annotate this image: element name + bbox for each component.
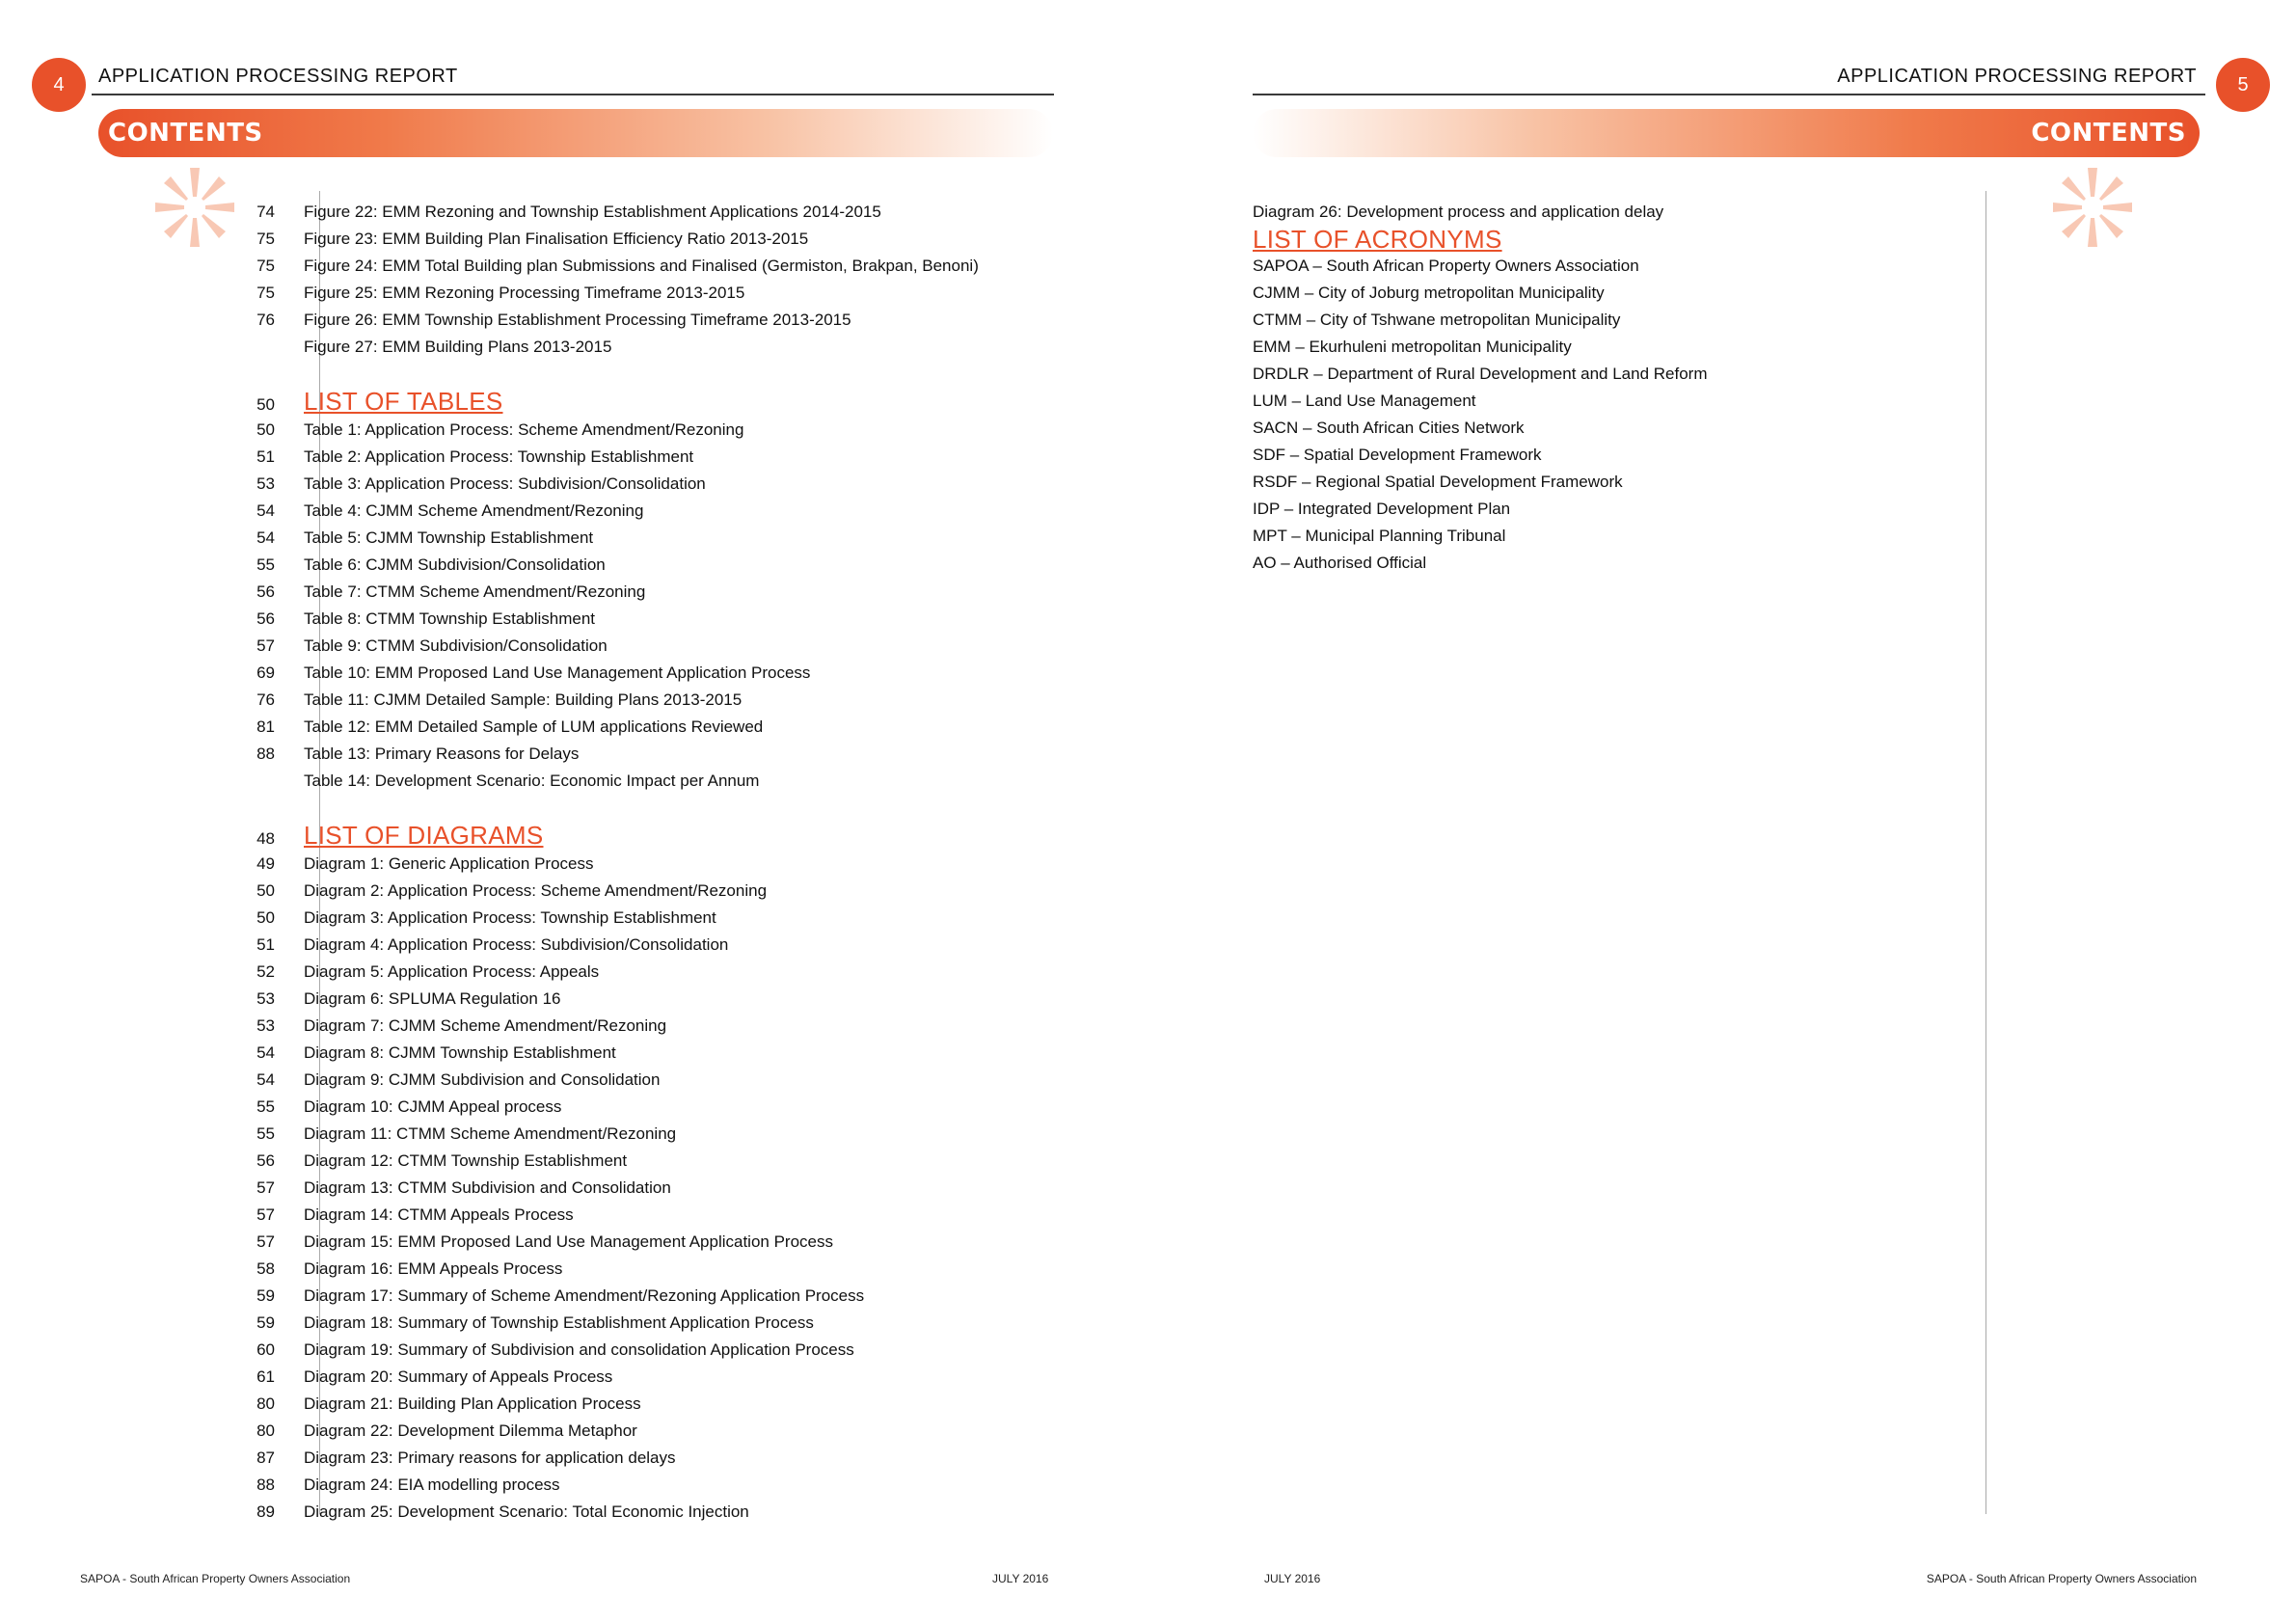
toc-entry[interactable]: [207, 1121, 1075, 1148]
header-rule: [1253, 94, 2205, 95]
entry-title[interactable]: Diagram 9: CJMM Subdivision and Consolidation: [304, 1070, 661, 1089]
toc-entry[interactable]: [207, 714, 1075, 741]
entry-title[interactable]: Diagram 24: EIA modelling process: [304, 1475, 560, 1494]
toc-entry[interactable]: [207, 878, 1075, 905]
spacer: [207, 795, 1075, 820]
page-ref: 80: [257, 1394, 275, 1413]
entry-title[interactable]: Table 4: CJMM Scheme Amendment/Rezoning: [304, 501, 644, 520]
section-heading[interactable]: LIST OF DIAGRAMS: [304, 821, 544, 850]
toc-entry[interactable]: [207, 1256, 1075, 1283]
toc-entry[interactable]: [207, 226, 1075, 253]
entry-title[interactable]: Figure 27: EMM Building Plans 2013-2015: [304, 338, 612, 356]
entry-title[interactable]: Diagram 12: CTMM Township Establishment: [304, 1151, 628, 1170]
page-ref: 61: [257, 1367, 275, 1386]
entry-title[interactable]: Table 11: CJMM Detailed Sample: Building Plans 2013-2015: [304, 690, 743, 709]
entry-title[interactable]: Table 2: Application Process: Township Establishment: [304, 447, 694, 466]
tables-heading[interactable]: [207, 386, 1075, 417]
report-title: APPLICATION PROCESSING REPORT: [1837, 66, 2197, 87]
entry-title[interactable]: Table 9: CTMM Subdivision/Consolidation: [304, 636, 608, 655]
page-ref: 50: [257, 908, 275, 927]
page-ref: 57: [257, 1178, 275, 1197]
page-ref: 53: [257, 474, 275, 493]
header-rule: [92, 94, 1054, 95]
page-ref: 56: [257, 582, 275, 601]
right-page: [1148, 0, 2296, 1624]
page-ref: 88: [257, 1475, 275, 1494]
entry-title[interactable]: Diagram 8: CJMM Township Establishment: [304, 1043, 616, 1062]
contents-label: CONTENTS: [108, 119, 263, 148]
entry-title[interactable]: Diagram 17: Summary of Scheme Amendment/Rezoning Application Process: [304, 1286, 865, 1305]
toc-entry[interactable]: [207, 1094, 1075, 1121]
page-ref: 57: [257, 1232, 275, 1251]
page-ref: 56: [257, 609, 275, 628]
acronyms-list: [1253, 199, 1708, 577]
page-ref: 57: [257, 636, 275, 655]
toc-entry[interactable]: [207, 498, 1075, 525]
page-ref: 50: [257, 420, 275, 439]
page-ref: 52: [257, 962, 275, 981]
entry-title[interactable]: Table 1: Application Process: Scheme Amendment/Rezoning: [304, 420, 744, 439]
page-ref: 75: [257, 284, 275, 302]
entry-title[interactable]: Figure 24: EMM Total Building plan Submissions and Finalised (Germiston, Brakpan, Benoni): [304, 257, 979, 275]
entry-title[interactable]: Diagram 15: EMM Proposed Land Use Management Application Process: [304, 1232, 834, 1251]
entry-title[interactable]: Table 7: CTMM Scheme Amendment/Rezoning: [304, 582, 646, 601]
page-ref: 55: [257, 1097, 275, 1116]
toc-entry[interactable]: [207, 552, 1075, 579]
toc-entry[interactable]: [207, 1067, 1075, 1094]
toc-entry[interactable]: [207, 1337, 1075, 1364]
contents-banner: [1253, 109, 2200, 157]
entry-title[interactable]: Table 5: CJMM Township Establishment: [304, 528, 594, 547]
acronym-item: SDF – Spatial Development Framework: [1253, 446, 1542, 464]
toc-entry[interactable]: [207, 741, 1075, 768]
page-ref: 55: [257, 555, 275, 574]
page-ref: 74: [257, 203, 275, 221]
entry-title[interactable]: Diagram 4: Application Process: Subdivision/Consolidation: [304, 935, 729, 954]
toc-entry[interactable]: [207, 986, 1075, 1013]
page-ref: 54: [257, 1070, 275, 1089]
spacer: [207, 361, 1075, 386]
entry-title[interactable]: Diagram 11: CTMM Scheme Amendment/Rezoning: [304, 1124, 677, 1143]
page-number-badge: 4: [32, 58, 86, 112]
entry-title[interactable]: Table 6: CJMM Subdivision/Consolidation: [304, 555, 606, 574]
page-ref: 50: [257, 395, 275, 414]
entry-title[interactable]: Diagram 6: SPLUMA Regulation 16: [304, 989, 561, 1008]
acronym-item: LUM – Land Use Management: [1253, 392, 1476, 410]
toc-entry[interactable]: [207, 1418, 1075, 1445]
toc-entry[interactable]: [207, 1040, 1075, 1067]
toc-entry[interactable]: [207, 1364, 1075, 1391]
toc-entry[interactable]: [207, 579, 1075, 606]
acronyms-heading[interactable]: LIST OF ACRONYMS: [1253, 225, 1502, 254]
page-ref: 75: [257, 257, 275, 275]
acronym-item: CTMM – City of Tshwane metropolitan Municipality: [1253, 311, 1621, 329]
acronym-item: DRDLR – Department of Rural Development and Land Reform: [1253, 365, 1708, 383]
toc-entry[interactable]: [207, 1283, 1075, 1310]
page-ref: 54: [257, 528, 275, 547]
toc-entry[interactable]: [207, 471, 1075, 498]
toc-entry[interactable]: [207, 851, 1075, 878]
entry-title[interactable]: Diagram 1: Generic Application Process: [304, 854, 594, 873]
contents-divider: [1985, 191, 1986, 1514]
footer-left: SAPOA - South African Property Owners Association: [80, 1572, 351, 1585]
entry-title[interactable]: Diagram 25: Development Scenario: Total Economic Injection: [304, 1502, 749, 1521]
entry-title[interactable]: Diagram 18: Summary of Township Establishment Application Process: [304, 1313, 814, 1332]
page-ref: 57: [257, 1205, 275, 1224]
page-ref: 53: [257, 1016, 275, 1035]
toc-entry[interactable]: [207, 1499, 1075, 1526]
entry-title[interactable]: Figure 26: EMM Township Establishment Processing Timeframe 2013-2015: [304, 311, 851, 329]
entry-title[interactable]: Figure 25: EMM Rezoning Processing Timeframe 2013-2015: [304, 284, 745, 302]
entry-title[interactable]: Diagram 16: EMM Appeals Process: [304, 1259, 563, 1278]
entry-title[interactable]: Diagram 21: Building Plan Application Process: [304, 1394, 641, 1413]
entry-title[interactable]: Diagram 19: Summary of Subdivision and consolidation Application Process: [304, 1340, 854, 1359]
acronym-item: MPT – Municipal Planning Tribunal: [1253, 527, 1506, 545]
acronym-item: EMM – Ekurhuleni metropolitan Municipality: [1253, 338, 1572, 356]
entry-title[interactable]: Diagram 13: CTMM Subdivision and Consolidation: [304, 1178, 671, 1197]
page-ref: 56: [257, 1151, 275, 1170]
toc-entry[interactable]: [207, 525, 1075, 552]
toc-entry[interactable]: [207, 905, 1075, 932]
toc-entry[interactable]: [207, 1148, 1075, 1175]
page-ref: 59: [257, 1286, 275, 1305]
page-ref: 60: [257, 1340, 275, 1359]
page-ref: 53: [257, 989, 275, 1008]
page-ref: 48: [257, 829, 275, 848]
entry-title[interactable]: Table 12: EMM Detailed Sample of LUM applications Reviewed: [304, 717, 764, 736]
toc-entry[interactable]: [207, 633, 1075, 660]
page-ref: 89: [257, 1502, 275, 1521]
entry-title[interactable]: Figure 23: EMM Building Plan Finalisation Efficiency Ratio 2013-2015: [304, 230, 809, 248]
toc-entry[interactable]: [207, 1175, 1075, 1202]
acronym-item: AO – Authorised Official: [1253, 554, 1427, 572]
entry-title[interactable]: Diagram 2: Application Process: Scheme Amendment/Rezoning: [304, 881, 768, 900]
entry-title[interactable]: Table 10: EMM Proposed Land Use Management Application Process: [304, 663, 811, 682]
page-ref: 54: [257, 1043, 275, 1062]
page-ref: 69: [257, 663, 275, 682]
toc-entry[interactable]: [207, 1229, 1075, 1256]
page-ref: 80: [257, 1421, 275, 1440]
toc-entry[interactable]: [207, 334, 1075, 361]
toc-entry[interactable]: [207, 1472, 1075, 1499]
entry-title[interactable]: Table 14: Development Scenario: Economic Impact per Annum: [304, 771, 760, 790]
page-ref: 58: [257, 1259, 275, 1278]
acronym-item: SAPOA – South African Property Owners Association: [1253, 257, 1639, 275]
toc-entry[interactable]: [207, 280, 1075, 307]
page-ref: 55: [257, 1124, 275, 1143]
page-ref: 81: [257, 717, 275, 736]
acronym-item: RSDF – Regional Spatial Development Framework: [1253, 473, 1623, 491]
page-ref: 51: [257, 935, 275, 954]
entry-title[interactable]: Table 13: Primary Reasons for Delays: [304, 744, 580, 763]
toc-entry[interactable]: [207, 253, 1075, 280]
entry-title[interactable]: Diagram 10: CJMM Appeal process: [304, 1097, 562, 1116]
page-ref: 88: [257, 744, 275, 763]
page-ref: 49: [257, 854, 275, 873]
table-of-contents: [207, 199, 1075, 1526]
entry-title[interactable]: Diagram 22: Development Dilemma Metaphor: [304, 1421, 637, 1440]
entry-title[interactable]: Table 8: CTMM Township Establishment: [304, 609, 596, 628]
entry-title[interactable]: Diagram 23: Primary reasons for application delays: [304, 1448, 676, 1467]
diagrams-heading[interactable]: [207, 820, 1075, 851]
entry-title[interactable]: Diagram 7: CJMM Scheme Amendment/Rezoning: [304, 1016, 667, 1035]
page-ref: 59: [257, 1313, 275, 1332]
page-ref: 76: [257, 690, 275, 709]
page-ref: 50: [257, 881, 275, 900]
toc-entry[interactable]: [207, 417, 1075, 444]
entry-title[interactable]: Figure 22: EMM Rezoning and Township Establishment Applications 2014-2015: [304, 203, 881, 221]
toc-entry[interactable]: [207, 444, 1075, 471]
footer-date: JULY 2016: [1264, 1572, 1321, 1585]
toc-entry[interactable]: [207, 1202, 1075, 1229]
footer-right: SAPOA - South African Property Owners Association: [1926, 1572, 2197, 1585]
page-ref: 87: [257, 1448, 275, 1467]
footer-date: JULY 2016: [992, 1572, 1049, 1585]
acronym-item: SACN – South African Cities Network: [1253, 419, 1525, 437]
report-title: APPLICATION PROCESSING REPORT: [98, 66, 458, 87]
toc-entry[interactable]: [207, 1445, 1075, 1472]
entry-title[interactable]: Diagram 20: Summary of Appeals Process: [304, 1367, 613, 1386]
contents-banner: [98, 109, 1053, 157]
decorative-star-icon: [2049, 164, 2136, 251]
toc-entry[interactable]: [207, 307, 1075, 334]
page-number-badge: 5: [2216, 58, 2270, 112]
toc-entry[interactable]: [207, 959, 1075, 986]
entry-title[interactable]: Diagram 3: Application Process: Township Establishment: [304, 908, 716, 927]
entry-title[interactable]: Table 3: Application Process: Subdivision/Consolidation: [304, 474, 706, 493]
section-heading[interactable]: LIST OF TABLES: [304, 387, 503, 416]
toc-entry[interactable]: [207, 1310, 1075, 1337]
acronym-item: IDP – Integrated Development Plan: [1253, 500, 1511, 518]
toc-entry[interactable]: [207, 1013, 1075, 1040]
toc-entry[interactable]: [207, 932, 1075, 959]
toc-entry[interactable]: [207, 606, 1075, 633]
contents-label: CONTENTS: [2031, 119, 2186, 148]
toc-entry[interactable]: [207, 768, 1075, 795]
toc-entry[interactable]: [207, 199, 1075, 226]
page-ref: 75: [257, 230, 275, 248]
acronym-item: CJMM – City of Joburg metropolitan Municipality: [1253, 284, 1605, 302]
entry-title[interactable]: Diagram 5: Application Process: Appeals: [304, 962, 600, 981]
entry-title[interactable]: Diagram 14: CTMM Appeals Process: [304, 1205, 574, 1224]
toc-entry[interactable]: [207, 687, 1075, 714]
list-item: Diagram 26: Development process and application delay: [1253, 203, 1664, 221]
toc-entry[interactable]: [207, 1391, 1075, 1418]
toc-entry[interactable]: [207, 660, 1075, 687]
page-ref: 54: [257, 501, 275, 520]
page-ref: 51: [257, 447, 275, 466]
page-ref: 76: [257, 311, 275, 329]
